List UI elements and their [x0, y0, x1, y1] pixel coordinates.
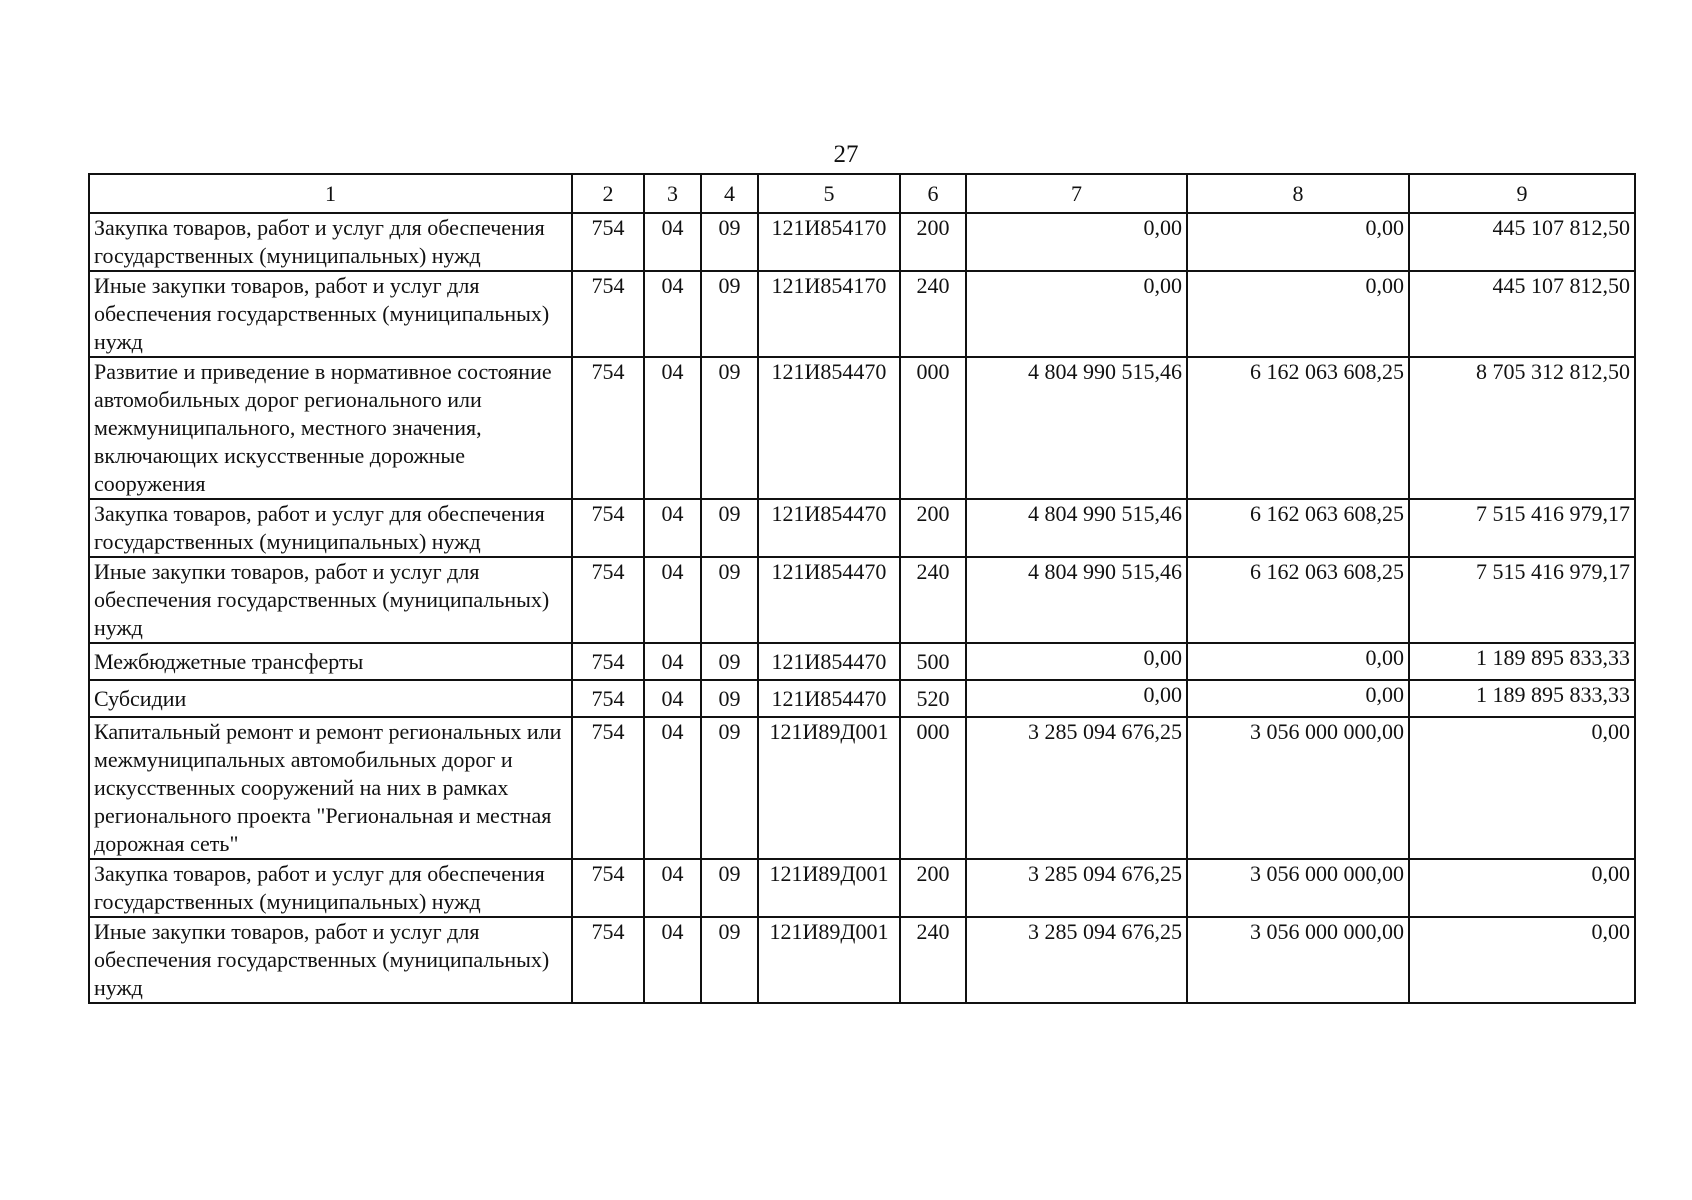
col-header-5: 5	[758, 174, 900, 213]
cell-section: 04	[644, 917, 701, 1003]
table-row	[89, 557, 1635, 643]
cell-expense-type: 200	[900, 499, 966, 557]
row-name: Капитальный ремонт и ремонт региональных или межмуниципальных автомобильных дорог и искусственных сооружений на них в рамках регионального проекта "Региональная и местная дорожная сеть"	[89, 717, 572, 859]
cell-ministry-code: 754	[572, 643, 644, 680]
cell-amount-col7: 0,00	[966, 643, 1187, 680]
cell-amount-col8: 3 056 000 000,00	[1187, 717, 1409, 859]
cell-amount-col7: 0,00	[966, 271, 1187, 357]
cell-subsection: 09	[701, 859, 758, 917]
cell-amount-col9: 445 107 812,50	[1409, 213, 1635, 271]
cell-subsection: 09	[701, 643, 758, 680]
cell-amount-col8: 0,00	[1187, 643, 1409, 680]
cell-ministry-code: 754	[572, 717, 644, 859]
row-name: Закупка товаров, работ и услуг для обеспечения государственных (муниципальных) нужд	[89, 499, 572, 557]
cell-section: 04	[644, 557, 701, 643]
row-name: Иные закупки товаров, работ и услуг для обеспечения государственных (муниципальных) нужд	[89, 557, 572, 643]
cell-subsection: 09	[701, 557, 758, 643]
cell-ministry-code: 754	[572, 499, 644, 557]
cell-ministry-code: 754	[572, 680, 644, 717]
row-name: Развитие и приведение в нормативное состояние автомобильных дорог регионального или межмуниципального, местного значения, включающих искусственные дорожные сооружения	[89, 357, 572, 499]
cell-amount-col8: 3 056 000 000,00	[1187, 859, 1409, 917]
cell-amount-col8: 6 162 063 608,25	[1187, 357, 1409, 499]
cell-target-article: 121И89Д001	[758, 717, 900, 859]
col-header-9: 9	[1409, 174, 1635, 213]
cell-amount-col9: 0,00	[1409, 717, 1635, 859]
row-name: Иные закупки товаров, работ и услуг для обеспечения государственных (муниципальных) нужд	[89, 917, 572, 1003]
row-name: Закупка товаров, работ и услуг для обеспечения государственных (муниципальных) нужд	[89, 859, 572, 917]
cell-expense-type: 240	[900, 271, 966, 357]
cell-amount-col9: 0,00	[1409, 917, 1635, 1003]
cell-amount-col7: 0,00	[966, 680, 1187, 717]
cell-ministry-code: 754	[572, 859, 644, 917]
cell-amount-col9: 8 705 312 812,50	[1409, 357, 1635, 499]
cell-subsection: 09	[701, 680, 758, 717]
col-header-3: 3	[644, 174, 701, 213]
cell-amount-col7: 4 804 990 515,46	[966, 499, 1187, 557]
table-row	[89, 271, 1635, 357]
table-row	[89, 499, 1635, 557]
cell-amount-col9: 445 107 812,50	[1409, 271, 1635, 357]
table-row	[89, 717, 1635, 859]
cell-amount-col8: 0,00	[1187, 271, 1409, 357]
cell-expense-type: 000	[900, 717, 966, 859]
cell-target-article: 121И854470	[758, 680, 900, 717]
cell-target-article: 121И854470	[758, 643, 900, 680]
cell-ministry-code: 754	[572, 213, 644, 271]
cell-subsection: 09	[701, 917, 758, 1003]
cell-amount-col9: 1 189 895 833,33	[1409, 643, 1635, 680]
cell-section: 04	[644, 357, 701, 499]
cell-expense-type: 200	[900, 213, 966, 271]
cell-section: 04	[644, 643, 701, 680]
cell-amount-col8: 6 162 063 608,25	[1187, 499, 1409, 557]
cell-target-article: 121И89Д001	[758, 859, 900, 917]
cell-subsection: 09	[701, 357, 758, 499]
col-header-7: 7	[966, 174, 1187, 213]
row-name: Субсидии	[89, 680, 572, 717]
cell-target-article: 121И854470	[758, 499, 900, 557]
cell-target-article: 121И854170	[758, 213, 900, 271]
cell-subsection: 09	[701, 271, 758, 357]
cell-ministry-code: 754	[572, 271, 644, 357]
col-header-8: 8	[1187, 174, 1409, 213]
cell-expense-type: 000	[900, 357, 966, 499]
cell-section: 04	[644, 213, 701, 271]
cell-amount-col8: 0,00	[1187, 213, 1409, 271]
cell-target-article: 121И854470	[758, 557, 900, 643]
cell-ministry-code: 754	[572, 917, 644, 1003]
cell-ministry-code: 754	[572, 557, 644, 643]
col-header-4: 4	[701, 174, 758, 213]
cell-expense-type: 520	[900, 680, 966, 717]
cell-amount-col7: 4 804 990 515,46	[966, 357, 1187, 499]
row-name: Межбюджетные трансферты	[89, 643, 572, 680]
cell-target-article: 121И854470	[758, 357, 900, 499]
cell-expense-type: 500	[900, 643, 966, 680]
cell-section: 04	[644, 271, 701, 357]
cell-amount-col9: 1 189 895 833,33	[1409, 680, 1635, 717]
cell-section: 04	[644, 859, 701, 917]
cell-amount-col7: 3 285 094 676,25	[966, 859, 1187, 917]
cell-amount-col8: 6 162 063 608,25	[1187, 557, 1409, 643]
table-row	[89, 680, 1635, 717]
table-row	[89, 213, 1635, 271]
cell-amount-col9: 7 515 416 979,17	[1409, 557, 1635, 643]
cell-subsection: 09	[701, 717, 758, 859]
cell-expense-type: 200	[900, 859, 966, 917]
header-row	[89, 174, 1635, 213]
cell-amount-col7: 3 285 094 676,25	[966, 917, 1187, 1003]
cell-expense-type: 240	[900, 917, 966, 1003]
table-row	[89, 859, 1635, 917]
budget-table	[88, 173, 1636, 1004]
row-name: Закупка товаров, работ и услуг для обеспечения государственных (муниципальных) нужд	[89, 213, 572, 271]
cell-amount-col8: 0,00	[1187, 680, 1409, 717]
cell-section: 04	[644, 680, 701, 717]
col-header-1: 1	[89, 174, 572, 213]
table-row	[89, 917, 1635, 1003]
col-header-6: 6	[900, 174, 966, 213]
row-name: Иные закупки товаров, работ и услуг для обеспечения государственных (муниципальных) нужд	[89, 271, 572, 357]
cell-target-article: 121И89Д001	[758, 917, 900, 1003]
page-number: 27	[833, 141, 859, 168]
cell-subsection: 09	[701, 499, 758, 557]
cell-section: 04	[644, 717, 701, 859]
cell-amount-col9: 0,00	[1409, 859, 1635, 917]
cell-amount-col7: 4 804 990 515,46	[966, 557, 1187, 643]
cell-subsection: 09	[701, 213, 758, 271]
table-row	[89, 643, 1635, 680]
table-row	[89, 357, 1635, 499]
cell-expense-type: 240	[900, 557, 966, 643]
cell-amount-col8: 3 056 000 000,00	[1187, 917, 1409, 1003]
cell-section: 04	[644, 499, 701, 557]
cell-amount-col7: 0,00	[966, 213, 1187, 271]
col-header-2: 2	[572, 174, 644, 213]
cell-amount-col7: 3 285 094 676,25	[966, 717, 1187, 859]
cell-amount-col9: 7 515 416 979,17	[1409, 499, 1635, 557]
cell-ministry-code: 754	[572, 357, 644, 499]
cell-target-article: 121И854170	[758, 271, 900, 357]
